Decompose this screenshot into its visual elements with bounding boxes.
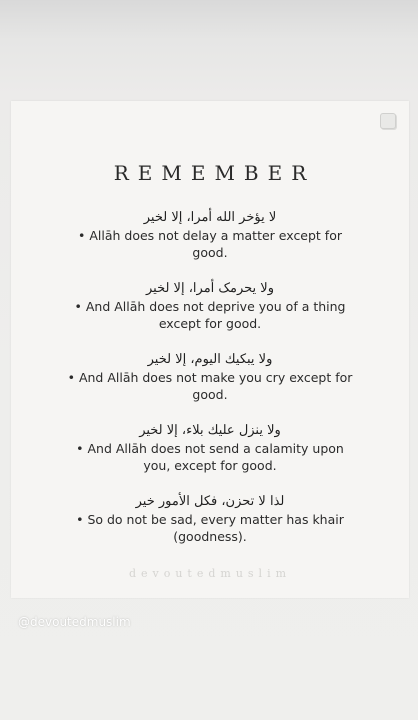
verse-arabic-text: لذا لا تحزن، فكل الأمور خير xyxy=(135,494,285,509)
mention-sticker[interactable]: @devoutedmuslim xyxy=(18,615,131,629)
verse-english-text: • Allāh does not delay a matter except for good. xyxy=(77,228,342,260)
verse-arabic-text: لا يؤخر الله أمرا، إلا لخير xyxy=(143,210,277,225)
post-title: REMEMBER xyxy=(113,161,316,185)
verse-item xyxy=(11,493,409,545)
verse-english-text: • So do not be sad, every matter has khair (goodness). xyxy=(76,512,344,544)
verse-arabic-text: ولا ينزل عليك بلاء، إلا لخير xyxy=(139,423,281,438)
watermark-text: devoutedmuslim xyxy=(128,567,292,580)
verse-english-text: • And Allāh does not make you cry except for good. xyxy=(67,370,353,402)
verse-item xyxy=(11,351,409,403)
verse-list xyxy=(11,209,409,564)
verse-arabic-text: ولا يبكيك اليوم، إلا لخير xyxy=(147,352,273,367)
square-icon xyxy=(380,113,396,129)
verse-english-text: • And Allāh does not deprive you of a thing except for good. xyxy=(74,299,346,331)
verse-item xyxy=(11,422,409,474)
verse-item xyxy=(11,280,409,332)
post-card xyxy=(11,101,409,598)
verse-item xyxy=(11,209,409,261)
verse-arabic-text: ولا يحرمک أمرا، إلا لخير xyxy=(145,281,275,296)
verse-english-text: • And Allāh does not send a calamity upon you, except for good. xyxy=(76,441,344,473)
